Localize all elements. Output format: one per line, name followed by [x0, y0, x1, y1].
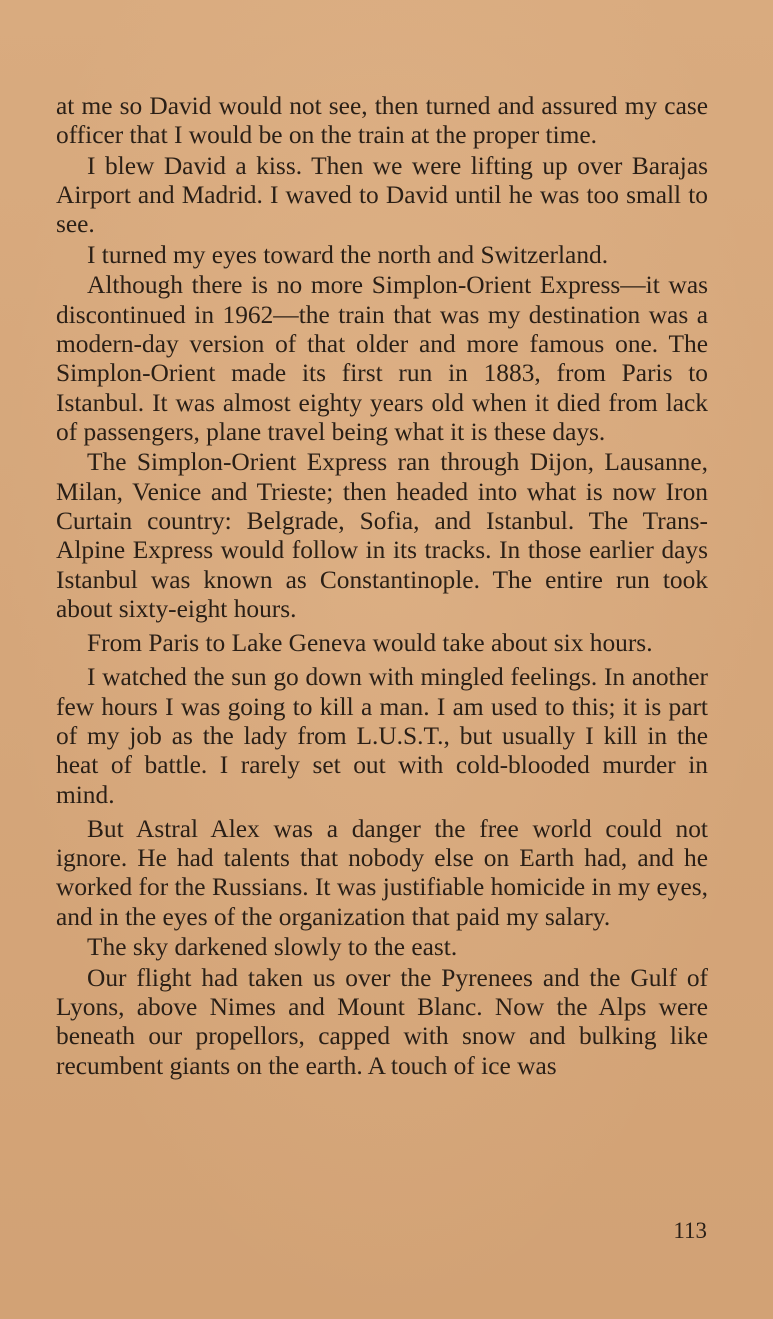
paragraph-7: I watched the sun go down with mingled feelings. In another few hours I was going to kill a man. I am used to this; it is part of my job as the lady from L.U.S.T., but usually I kill in the heat of battle. I rarely set out with cold-blooded murder in mind.: [56, 663, 708, 809]
paragraph-10: Our flight had taken us over the Pyrenees and the Gulf of Lyons, above Nimes and Mount Blanc. Now the Alps were beneath our propellors, capped with snow and bulking like recumbent giants on the earth. A touch of ice was: [56, 963, 708, 1080]
page-number: 113: [673, 1218, 707, 1243]
paragraph-4: Although there is no more Simplon-Orient Express—it was discontinued in 1962—the train that was my destination was a modern-day version of that older and more famous one. The Simplon-Orient made its first run in 1883, from Paris to Istanbul. It was almost eighty years old when it died from lack of passengers, plane travel being what it is these days.: [56, 271, 708, 446]
paragraph-8: But Astral Alex was a danger the free world could not ignore. He had talents that nobody else on Earth had, and he worked for the Russians. It was justifiable homicide in my eyes, and in the eyes of the organization that paid my salary.: [56, 814, 708, 931]
paragraph-6: From Paris to Lake Geneva would take about six hours.: [87, 629, 653, 658]
paragraph-1: at me so David would not see, then turned and assured my case officer that I would be on the train at the proper time.: [56, 92, 708, 150]
body-text: [56, 92, 708, 1082]
paragraph-5: The Simplon-Orient Express ran through Dijon, Lausanne, Milan, Venice and Trieste; then headed into what is now Iron Curtain country: Belgrade, Sofia, and Istanbul. The Trans-Alpine Express would follow in its tracks. In those earlier days Istanbul was known as Constantinople. The entire run took about sixty-eight hours.: [56, 448, 708, 623]
paragraph-9: The sky darkened slowly to the east.: [87, 933, 458, 962]
paragraph-2: I blew David a kiss. Then we were lifting up over Barajas Airport and Madrid. I waved to David until he was too small to see.: [56, 151, 708, 239]
paragraph-3: I turned my eyes toward the north and Switzerland.: [87, 240, 609, 269]
